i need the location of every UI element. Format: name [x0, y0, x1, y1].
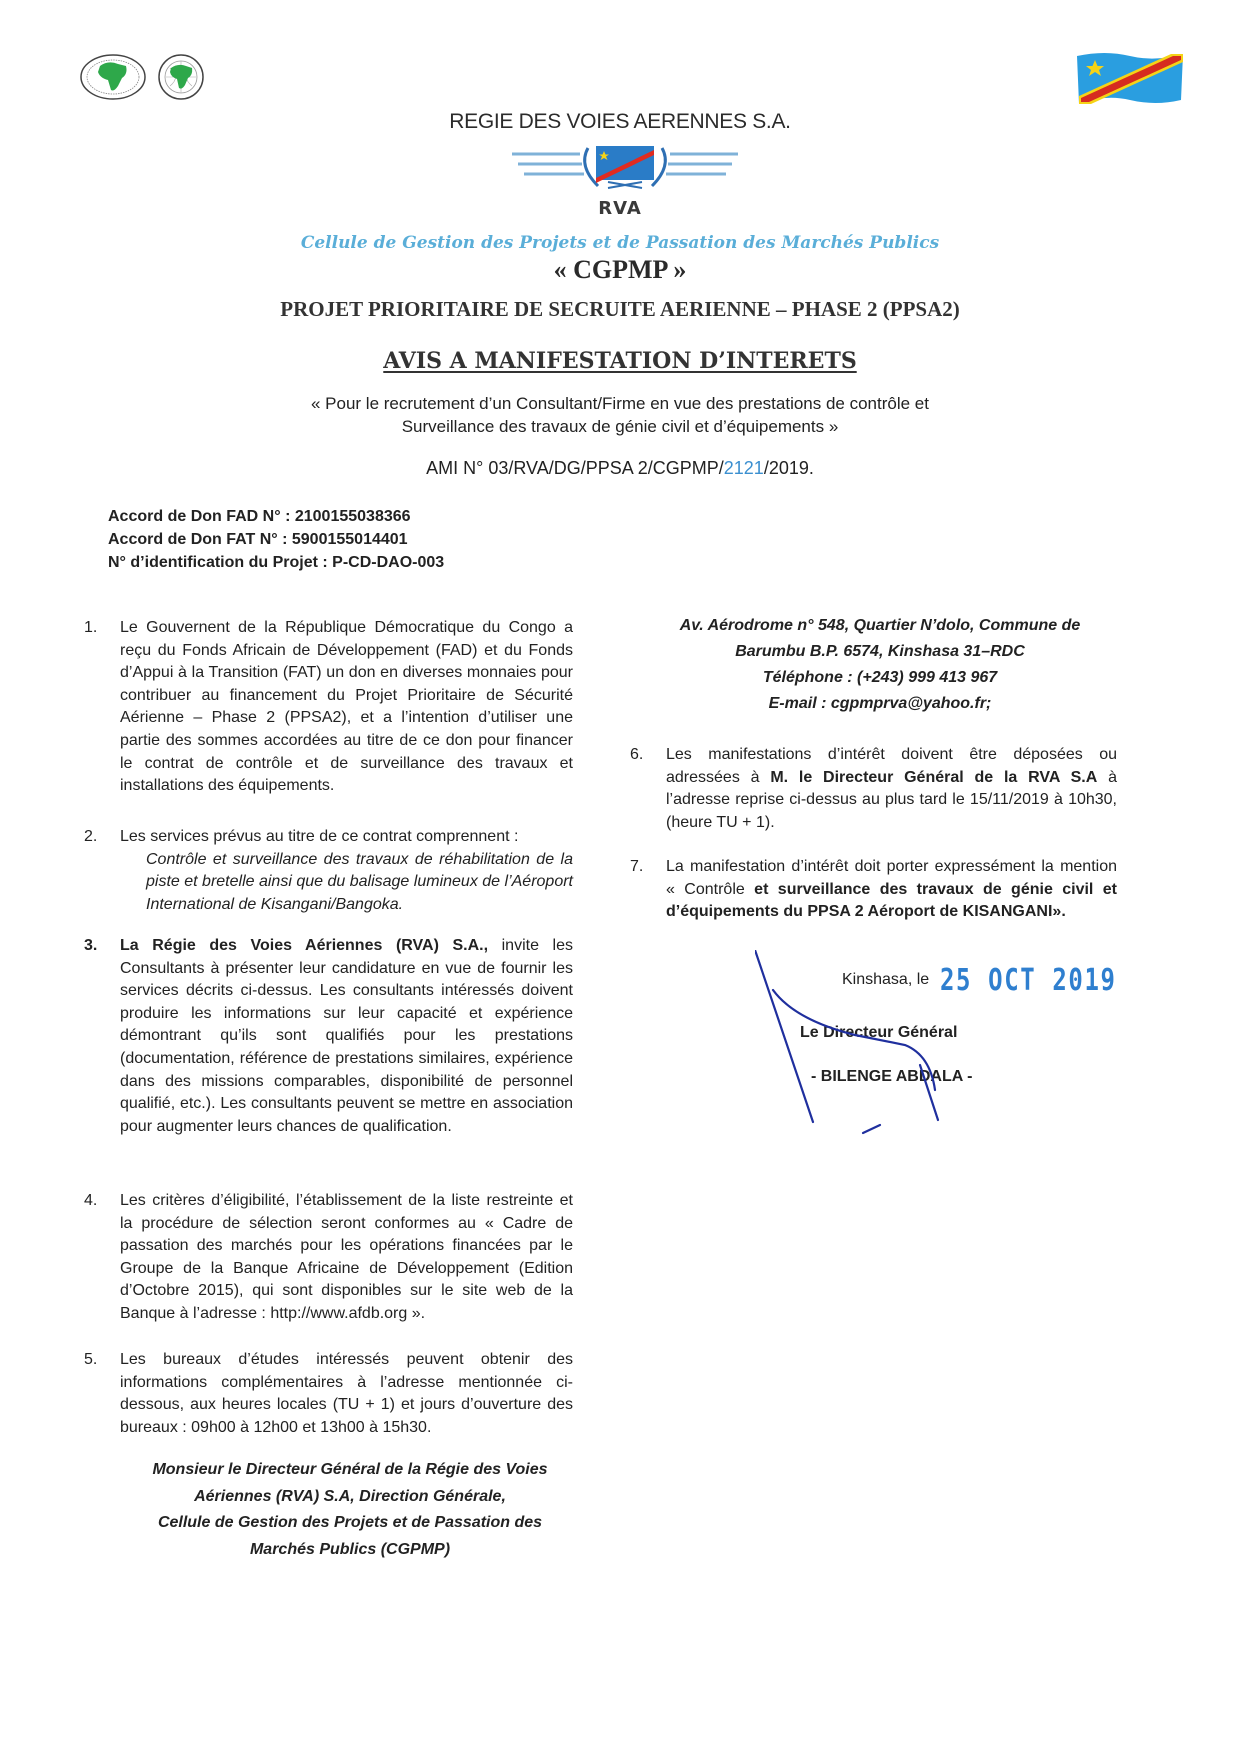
item-body: Les manifestations d’intérêt doivent être déposées ou adressées à — [666, 746, 1117, 786]
notice-subtitle — [250, 392, 990, 438]
item-number: 7. — [630, 858, 644, 875]
grant-references — [108, 505, 444, 574]
item-text — [120, 935, 573, 1138]
date-stamp: 25 OCT 2019 — [940, 963, 1117, 998]
contact-details — [670, 613, 1090, 717]
item-text: Le Gouvernent de la République Démocratique du Congo a reçu du Fonds Africain de Développement (FAD) et du Fonds d’Appui à la Transition (FAT) un don en diverses monnaies pour contribuer au financement du Projet Prioritaire de Sécurité Aérienne – Phase 2 (PPSA2), et a l’intention d’utiliser une partie des sommes accordées au titre de ce don pour financer le contrat de contrôle et de surveillance des travaux et installations des équipements. — [120, 619, 573, 795]
rva-winged-emblem-icon — [510, 142, 740, 192]
item-text — [120, 826, 573, 916]
item-bold: et surveillance des travaux de génie civil et d’équipements du PPSA 2 Aéroport de KISANGANI». — [666, 880, 1117, 921]
contact-email: E-mail : cgpmprva@yahoo.fr; — [768, 695, 992, 712]
item-text: Les bureaux d’études intéressés peuvent obtenir des informations complémentaires à l’adresse mentionnée ci-dessous, aux heures locales (TU + 1) et jours d’ouverture des bureaux : 09h00 à 12h00 et 13h00 à 15h30. — [120, 1351, 573, 1436]
rva-acronym: RVA — [598, 198, 642, 219]
cell-acronym: « CGPMP » — [553, 255, 687, 284]
address-line: Aériennes (RVA) S.A, Direction Générale, — [194, 1487, 506, 1505]
address-line: Cellule de Gestion des Projets et de Passation des — [157, 1514, 543, 1531]
subtitle-line: « Pour le recrutement d’un Consultant/Firme en vue des prestations de contrôle et — [310, 394, 929, 413]
ami-suffix: /2019. — [763, 458, 814, 478]
item-text: Les critères d’éligibilité, l’établissement de la liste restreinte et la procédure de sélection seront conformes au « Cadre de passation des marchés pour les opérations financées par le Groupe de la Banque Africaine de Développement (Edition d’Octobre 2015), qui sont disponibles sur le site web de la Banque à l’adresse : http://www.afdb.org ». — [120, 1192, 573, 1322]
contact-address-line: Barumbu B.P. 6574, Kinshasa 31–RDC — [735, 643, 1025, 660]
item-body: La manifestation d’intérêt doit porter expressément la mention « Contrôle — [666, 858, 1117, 898]
mailing-address — [150, 1457, 550, 1563]
item-detail: Contrôle et surveillance des travaux de réhabilitation de la piste et bretelle ainsi que du balisage lumineux de l’Aéroport International de Kisangani/Bangoka. — [146, 850, 573, 913]
contact-address-line: Av. Aérodrome n° 548, Quartier N’dolo, Commune de — [679, 617, 1081, 634]
item-body: à l’adresse reprise ci-dessus au plus tard le 15/11/2019 à 10h30, (heure TU + 1). — [666, 768, 1118, 831]
organization-name: REGIE DES VOIES AERENNES S.A. — [449, 110, 791, 133]
item-text — [666, 744, 1117, 834]
project-title: PROJET PRIORITAIRE DE SECRUITE AERIENNE – PHASE 2 (PPSA2) — [280, 297, 960, 321]
afdb-logo — [78, 52, 220, 102]
address-line: Monsieur le Directeur Général de la Régie des Voies — [152, 1461, 548, 1478]
afdb-emblem-left-icon — [81, 55, 145, 99]
item-bold: M. le Directeur Général de la RVA S.A — [770, 768, 1098, 786]
afdb-emblem-right-icon — [159, 55, 203, 99]
contact-phone: Téléphone : (+243) 999 413 967 — [762, 669, 998, 686]
notice-title-text: AVIS A MANIFESTATION D’INTERETS — [383, 348, 857, 374]
grant-fad: Accord de Don FAD N° : 2100155038366 — [108, 508, 411, 525]
drc-flag-icon — [1075, 48, 1185, 110]
subtitle-line: Surveillance des travaux de génie civil et d’équipements » — [401, 417, 839, 436]
address-line: Marchés Publics (CGPMP) — [249, 1540, 451, 1558]
signature-place: Kinshasa, le — [842, 971, 930, 988]
item-bold-lead: La Régie des Voies Aériennes (RVA) S.A., — [120, 937, 489, 954]
item-number: 2. — [84, 828, 98, 845]
ami-number: 2121 — [723, 458, 764, 478]
item-number: 1. — [84, 619, 98, 636]
project-id: N° d’identification du Projet : P-CD-DAO-003 — [108, 554, 445, 571]
item-number: 6. — [630, 746, 644, 763]
cell-name: Cellule de Gestion des Projets et de Passation des Marchés Publics — [300, 233, 940, 253]
item-body: invite les Consultants à présenter leur candidature en vue de fournir les services décrits ci-dessus. Les consultants intéressés doivent produire les informations sur leur capacité et expérience démontrant qu’ils sont qualifiés pour les prestations (documentation, référence de prestations similaires, expérience dans des missions comparables, disponibilité de personnel qualifié, etc.). Les consultants peuvent se mettre en association pour augmenter leurs chances de qualification. — [120, 937, 573, 1135]
notice-title — [0, 348, 1240, 374]
handwritten-signature-icon — [755, 950, 975, 1150]
item-number: 4. — [84, 1192, 98, 1209]
item-lead: Les services prévus au titre de ce contrat comprennent : — [120, 828, 519, 845]
item-number: 3. — [84, 937, 98, 954]
item-number: 5. — [84, 1351, 98, 1368]
ami-reference — [0, 458, 1240, 479]
signatory-name: - BILENGE ABDALA - — [811, 1068, 973, 1085]
ami-prefix: AMI N° 03/RVA/DG/PPSA 2/CGPMP/ — [426, 458, 724, 478]
grant-fat: Accord de Don FAT N° : 5900155014401 — [108, 531, 408, 548]
item-text — [666, 856, 1117, 924]
signatory-title: Le Directeur Général — [800, 1024, 958, 1041]
